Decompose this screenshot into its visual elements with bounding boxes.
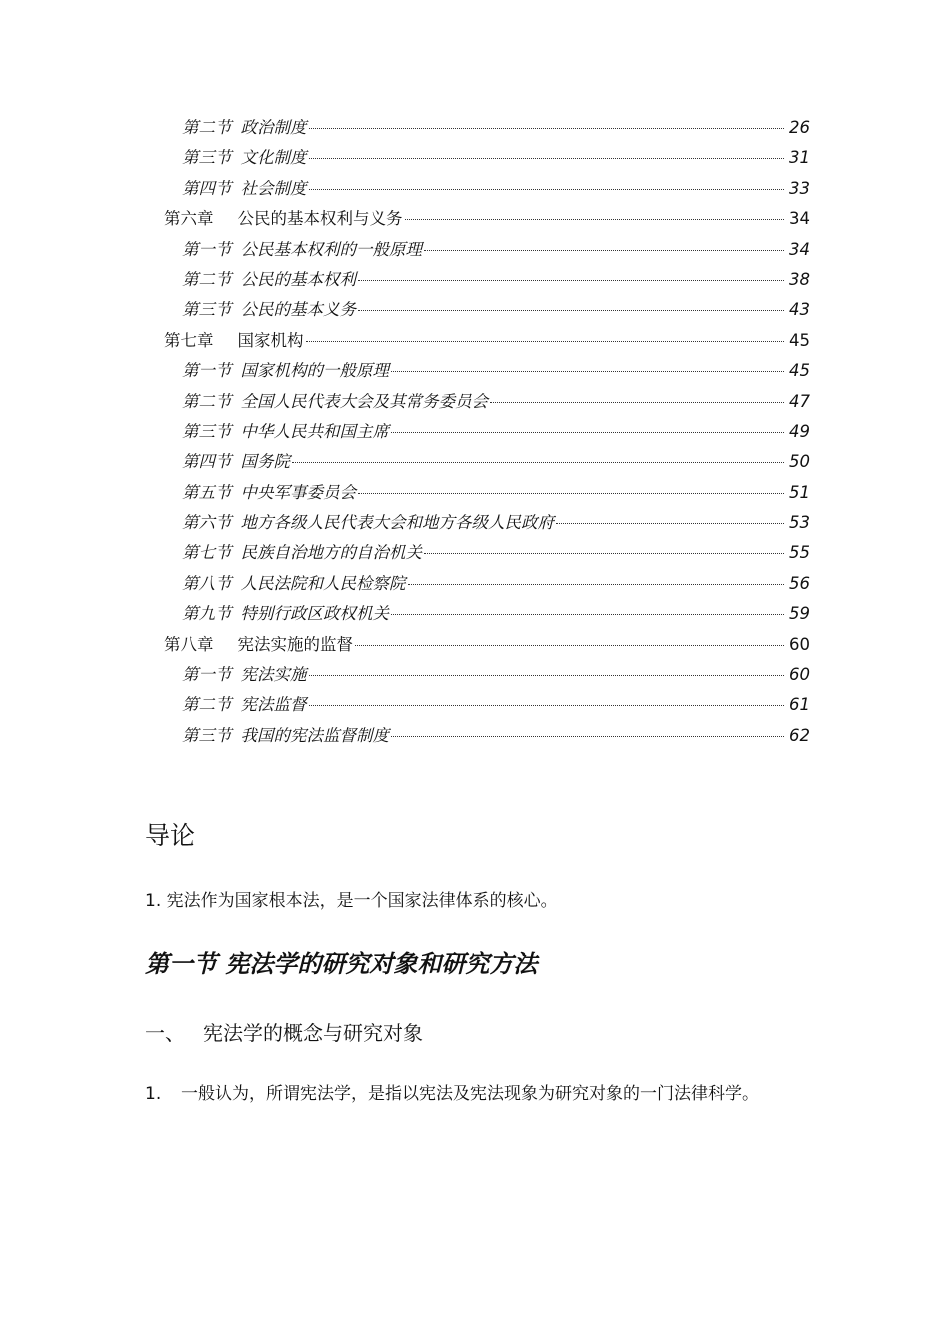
toc-entry-text: 人民法院和人民检察院 [240, 573, 406, 593]
toc-entry-label: 第一节 [182, 361, 232, 381]
toc-section-entry[interactable] [160, 388, 810, 418]
toc-entry-label: 第三节 [182, 725, 232, 745]
toc-entry-text: 社会制度 [240, 178, 307, 198]
toc-entry-label: 第九节 [182, 604, 232, 624]
toc-page-number: 45 [789, 361, 810, 381]
toc-section-entry[interactable] [160, 539, 810, 569]
toc-dot-leader [355, 645, 784, 646]
toc-entry-title [182, 236, 422, 260]
toc-page-number: 33 [789, 178, 810, 198]
toc-entry-text: 中华人民共和国主席 [240, 421, 389, 441]
toc-dot-leader [424, 553, 784, 554]
toc-entry-text: 公民的基本权利 [240, 269, 356, 289]
toc-page-number: 55 [789, 543, 810, 563]
toc-page-number: 26 [789, 118, 810, 137]
toc-entry-title [164, 205, 403, 229]
toc-page-number: 47 [789, 391, 810, 411]
toc-section-entry[interactable] [160, 448, 810, 478]
toc-dot-leader [408, 584, 785, 585]
toc-section-entry[interactable] [160, 266, 810, 296]
section-heading: 第一节 宪法学的研究对象和研究方法 [145, 950, 538, 978]
toc-page-number: 56 [789, 573, 810, 593]
toc-dot-leader [391, 614, 784, 615]
subsection-number: 一、 [145, 1021, 185, 1045]
toc-entry-label: 第六章 [164, 209, 214, 229]
toc-entry-title [182, 448, 290, 472]
toc-section-entry[interactable] [160, 600, 810, 630]
toc-entry-label: 第二节 [182, 391, 232, 411]
toc-chapter-entry[interactable] [160, 327, 810, 357]
toc-entry-title [182, 722, 389, 746]
toc-entry-title [182, 296, 356, 320]
toc-entry-text: 民族自治地方的自治机关 [240, 543, 422, 563]
toc-dot-leader [309, 128, 785, 129]
toc-page-number: 53 [789, 513, 810, 533]
toc-entry-title [182, 509, 554, 533]
toc-dot-leader [556, 523, 784, 524]
toc-dot-leader [309, 189, 785, 190]
toc-entry-text: 政治制度 [240, 118, 307, 137]
toc-page-number: 43 [789, 300, 810, 320]
toc-entry-label: 第四节 [182, 178, 232, 198]
toc-page-number: 61 [789, 695, 810, 715]
toc-dot-leader [391, 432, 784, 433]
toc-entry-text: 文化制度 [240, 148, 307, 168]
toc-entry-text: 中央军事委员会 [240, 482, 356, 502]
toc-page-number: 62 [789, 725, 810, 745]
toc-dot-leader [358, 310, 784, 311]
toc-entry-label: 第一节 [182, 665, 232, 685]
toc-section-entry[interactable] [160, 236, 810, 266]
toc-entry-text: 宪法实施 [240, 665, 307, 685]
definition-paragraph [145, 1079, 759, 1104]
toc-section-entry[interactable] [160, 691, 810, 721]
toc-entry-text: 宪法实施的监督 [237, 634, 353, 654]
toc-section-entry[interactable] [160, 661, 810, 691]
toc-page-number: 45 [789, 330, 810, 350]
toc-section-entry[interactable] [160, 357, 810, 387]
toc-page-number: 34 [789, 239, 810, 259]
toc-entry-text: 国务院 [240, 452, 290, 472]
toc-page-number: 60 [789, 665, 810, 685]
subsection-title: 宪法学的概念与研究对象 [203, 1021, 423, 1045]
toc-dot-leader [405, 219, 785, 220]
toc-entry-label: 第二节 [182, 269, 232, 289]
toc-entry-label: 第二节 [182, 695, 232, 715]
toc-entry-text: 全国人民代表大会及其常务委员会 [240, 391, 488, 411]
toc-dot-leader [424, 250, 784, 251]
toc-page-number: 59 [789, 604, 810, 624]
toc-section-entry[interactable] [160, 296, 810, 326]
toc-dot-leader [358, 280, 784, 281]
toc-section-entry[interactable] [160, 722, 810, 752]
subsection-heading [145, 1017, 423, 1046]
toc-dot-leader [309, 675, 785, 676]
toc-entry-title [182, 388, 488, 412]
toc-entry-text: 公民基本权利的一般原理 [240, 239, 422, 259]
toc-section-entry[interactable] [160, 175, 810, 205]
toc-dot-leader [306, 341, 785, 342]
toc-entry-text: 宪法监督 [240, 695, 307, 715]
toc-entry-label: 第四节 [182, 452, 232, 472]
toc-entry-title [164, 631, 353, 655]
toc-page-number: 49 [789, 421, 810, 441]
toc-dot-leader [358, 493, 784, 494]
toc-page-number: 34 [789, 209, 810, 229]
toc-entry-title [182, 114, 307, 138]
toc-entry-label: 第八节 [182, 573, 232, 593]
toc-section-entry[interactable] [160, 570, 810, 600]
toc-page-number: 31 [789, 148, 810, 168]
toc-section-entry[interactable] [160, 509, 810, 539]
toc-entry-title [182, 175, 307, 199]
toc-entry-title [182, 418, 389, 442]
toc-entry-label: 第五节 [182, 482, 232, 502]
intro-heading: 导论 [145, 821, 196, 850]
toc-entry-label: 第三节 [182, 300, 232, 320]
toc-section-entry[interactable] [160, 418, 810, 448]
toc-entry-text: 国家机构 [237, 330, 304, 350]
toc-entry-label: 第七节 [182, 543, 232, 563]
toc-entry-label: 第一节 [182, 239, 232, 259]
toc-entry-text: 我国的宪法监督制度 [240, 725, 389, 745]
toc-dot-leader [391, 371, 784, 372]
toc-entry-text: 特别行政区政权机关 [240, 604, 389, 624]
toc-entry-title [182, 357, 389, 381]
toc-dot-leader [292, 462, 784, 463]
toc-dot-leader [391, 736, 784, 737]
paragraph-text: 一般认为，所谓宪法学，是指以宪法及宪法现象为研究对象的一门法律科学。 [181, 1084, 759, 1104]
intro-paragraph: 1. 宪法作为国家根本法，是一个国家法律体系的核心。 [145, 891, 558, 911]
paragraph-number: 1. [145, 1084, 162, 1104]
toc-entry-title [182, 661, 307, 685]
toc-entry-title [182, 691, 307, 715]
toc-entry-label: 第七章 [164, 330, 214, 350]
toc-entry-text: 地方各级人民代表大会和地方各级人民政府 [240, 513, 554, 533]
toc-entry-text: 公民的基本权利与义务 [237, 209, 403, 229]
toc-entry-label: 第三节 [182, 421, 232, 441]
toc-entry-text: 国家机构的一般原理 [240, 361, 389, 381]
toc-chapter-entry[interactable] [160, 205, 810, 235]
toc-section-entry[interactable] [160, 114, 810, 144]
toc-entry-text: 公民的基本义务 [240, 300, 356, 320]
toc-entry-title [182, 570, 406, 594]
toc-section-entry[interactable] [160, 479, 810, 509]
toc-dot-leader [490, 402, 784, 403]
toc-page-number: 60 [789, 634, 810, 654]
table-of-contents [160, 114, 810, 752]
toc-entry-title [182, 266, 356, 290]
toc-entry-title [182, 479, 356, 503]
toc-entry-label: 第三节 [182, 148, 232, 168]
toc-entry-label: 第六节 [182, 513, 232, 533]
toc-entry-title [182, 539, 422, 563]
toc-section-entry[interactable] [160, 144, 810, 174]
toc-page-number: 50 [789, 452, 810, 472]
toc-dot-leader [309, 705, 785, 706]
toc-chapter-entry[interactable] [160, 631, 810, 661]
toc-dot-leader [309, 158, 785, 159]
toc-entry-label: 第二节 [182, 118, 232, 137]
toc-entry-label: 第八章 [164, 634, 214, 654]
toc-page-number: 51 [789, 482, 810, 502]
toc-entry-title [182, 144, 307, 168]
toc-entry-title [164, 327, 304, 351]
toc-entry-title [182, 600, 389, 624]
toc-page-number: 38 [789, 269, 810, 289]
